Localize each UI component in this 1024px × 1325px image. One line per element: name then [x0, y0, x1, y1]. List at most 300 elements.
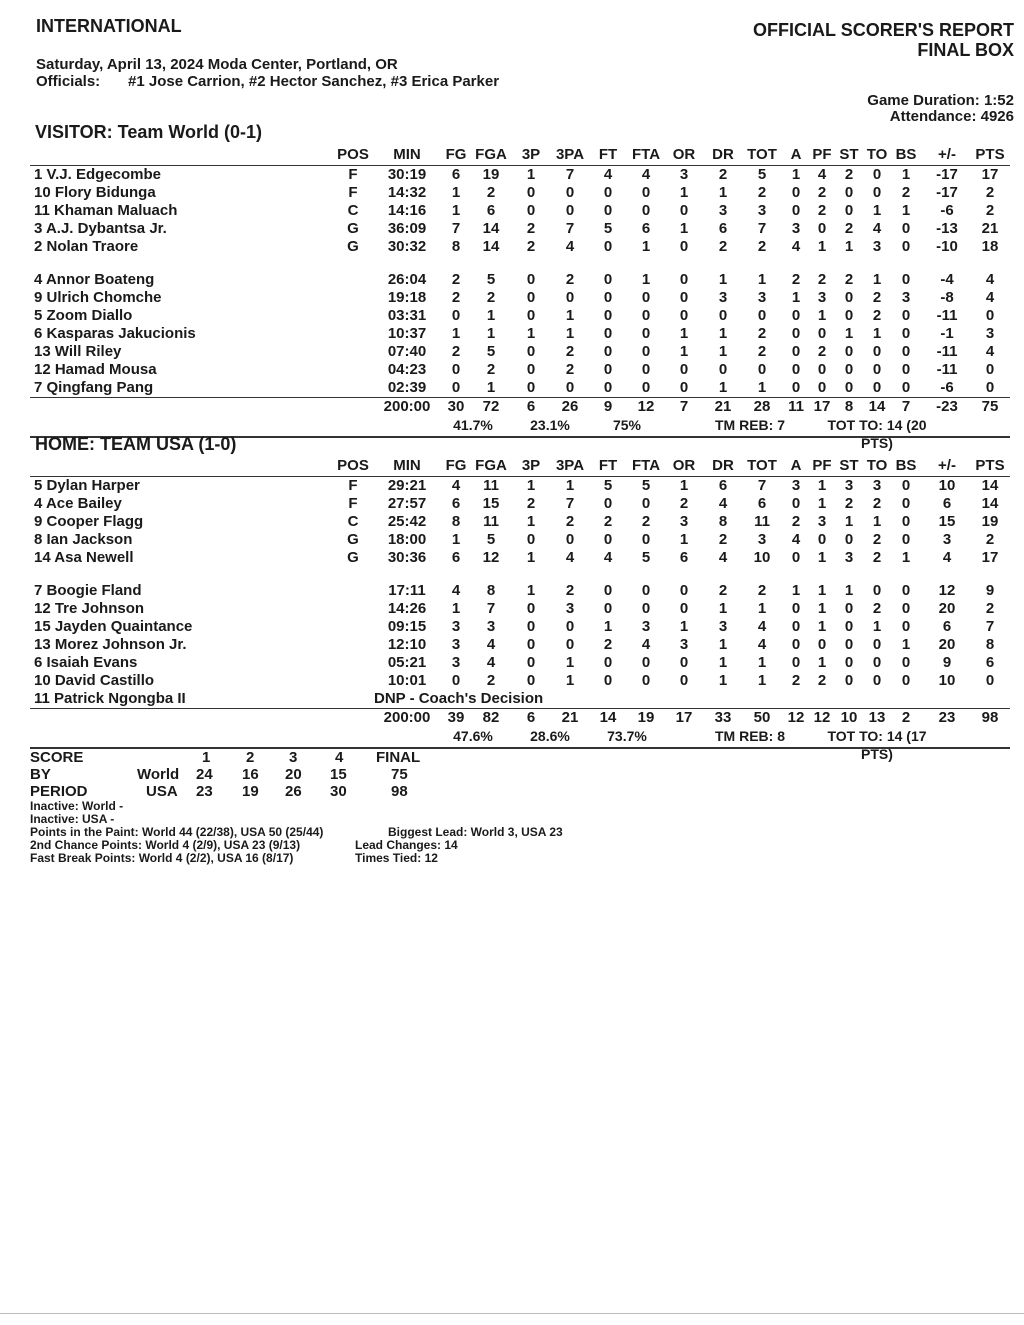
player-row — [30, 513, 1010, 531]
stat-cell: 26:04 — [387, 271, 427, 288]
stat-cell: 04:23 — [387, 361, 427, 378]
total-cell: 14 — [599, 709, 617, 726]
stat-cell: 1 — [718, 343, 728, 360]
officials-names: #1 Jose Carrion, #2 Hector Sanchez, #3 Erica Parker — [128, 73, 500, 90]
stat-cell: 11 — [483, 477, 499, 494]
stat-cell: C — [347, 202, 359, 219]
stat-cell: 1 — [817, 307, 827, 324]
player-row — [30, 166, 1010, 184]
stat-cell: 1 — [565, 325, 575, 342]
stat-cell: 18 — [981, 238, 999, 255]
stat-cell: G — [347, 531, 359, 548]
stat-cell: 0 — [565, 289, 575, 306]
total-cell: 50 — [753, 709, 771, 726]
stat-cell: 12 — [482, 549, 500, 566]
stat-cell: 0 — [641, 361, 651, 378]
player-name: 5 Dylan Harper — [34, 477, 140, 494]
stat-cell: 2 — [565, 582, 575, 599]
stat-cell: 3 — [565, 600, 575, 617]
player-name: 8 Ian Jackson — [34, 531, 133, 548]
column-header: FTA — [631, 146, 661, 163]
stat-cell: 2 — [872, 600, 882, 617]
stat-cell: 3 — [451, 636, 461, 653]
player-name: 11 Khaman Maluach — [34, 202, 178, 219]
total-cell: 17 — [813, 398, 831, 415]
stat-cell: 6 — [942, 495, 952, 512]
stat-cell: 10 — [938, 477, 956, 494]
officials — [36, 73, 499, 90]
stat-cell: 0 — [451, 361, 461, 378]
stat-cell: 1 — [791, 289, 801, 306]
column-header: TOT — [747, 457, 777, 474]
stat-cell: 0 — [603, 202, 613, 219]
stat-cell: 2 — [565, 271, 575, 288]
stat-cell: 02:39 — [387, 379, 427, 396]
stat-cell: 2 — [844, 495, 854, 512]
stat-cell: 1 — [757, 654, 767, 671]
stat-cell: 6 — [718, 220, 728, 237]
stat-cell: 17:11 — [388, 582, 426, 599]
stat-cell: 1 — [757, 379, 767, 396]
stat-cell: 0 — [901, 600, 911, 617]
stat-cell: 0 — [817, 361, 827, 378]
stat-cell: 6 — [757, 495, 767, 512]
total-cell: 10 — [840, 709, 858, 726]
column-header: FT — [598, 146, 618, 163]
stat-cell: 0 — [603, 672, 613, 689]
stat-cell: 0 — [565, 618, 575, 635]
stat-cell: G — [347, 549, 359, 566]
stat-cell: 0 — [872, 361, 882, 378]
stat-cell: 0 — [526, 531, 536, 548]
stat-cell: 1 — [526, 549, 536, 566]
stat-cell: 1 — [791, 166, 801, 183]
stat-cell: 2 — [791, 513, 801, 530]
period-score: 15 — [330, 766, 347, 783]
stat-cell: 14:16 — [387, 202, 427, 219]
stat-cell: 1 — [718, 600, 728, 617]
stat-cell: 2 — [679, 495, 689, 512]
stat-cell: 4 — [718, 495, 728, 512]
stat-cell: 2 — [872, 307, 882, 324]
stat-cell: 0 — [985, 672, 995, 689]
fg-percentage: 47.6% — [453, 728, 493, 744]
stat-cell: 0 — [451, 379, 461, 396]
stat-cell: 1 — [901, 549, 911, 566]
period-score: 23 — [196, 783, 213, 800]
stat-cell: 14 — [482, 238, 500, 255]
stat-cell: 1 — [817, 600, 827, 617]
stat-cell: 3 — [791, 477, 801, 494]
fast-break-points: Fast Break Points: World 4 (2/2), USA 16 (8/17) — [30, 851, 294, 865]
stat-cell: 7 — [451, 220, 461, 237]
stat-cell: 2 — [641, 513, 651, 530]
stat-cell: 0 — [526, 271, 536, 288]
total-cell: 7 — [901, 398, 911, 415]
stat-cell: 0 — [901, 495, 911, 512]
column-header: 3P — [521, 457, 541, 474]
stat-cell: 7 — [565, 166, 575, 183]
column-header: OR — [672, 457, 696, 474]
stat-cell: 0 — [901, 477, 911, 494]
player-row — [30, 184, 1010, 202]
stat-cell: 0 — [901, 513, 911, 530]
stat-cell: -8 — [940, 289, 954, 306]
stat-cell: 6 — [451, 166, 461, 183]
stat-cell: 5 — [641, 549, 651, 566]
column-header: BS — [895, 457, 917, 474]
stat-cell: 09:15 — [387, 618, 427, 635]
stat-cell: 0 — [791, 495, 801, 512]
stat-cell: 3 — [901, 289, 911, 306]
stat-cell: 0 — [817, 636, 827, 653]
total-cell: 2 — [901, 709, 911, 726]
period-1-label: 1 — [202, 749, 211, 766]
fg-percentage: 41.7% — [453, 417, 493, 433]
stat-cell: 4 — [641, 166, 651, 183]
total-cell: 13 — [868, 709, 886, 726]
stat-cell: 2 — [486, 289, 496, 306]
total-cell: 28 — [753, 398, 771, 415]
stat-cell: 2 — [718, 531, 728, 548]
stat-cell: 2 — [757, 238, 767, 255]
stat-cell: 2 — [757, 582, 767, 599]
stat-cell: 6 — [985, 654, 995, 671]
stat-cell: 1 — [679, 531, 689, 548]
stat-cell: 6 — [679, 549, 689, 566]
stat-cell: 14:32 — [387, 184, 427, 201]
stat-cell: 6 — [942, 618, 952, 635]
stat-cell: 30:32 — [387, 238, 427, 255]
stat-cell: 0 — [844, 531, 854, 548]
stat-cell: 8 — [486, 582, 496, 599]
stat-cell: -4 — [940, 271, 954, 288]
stat-cell: 0 — [985, 307, 995, 324]
total-cell: 14 — [868, 398, 886, 415]
stat-cell: 0 — [901, 343, 911, 360]
stat-cell: 0 — [603, 238, 613, 255]
player-row — [30, 531, 1010, 549]
stat-cell: 0 — [565, 636, 575, 653]
stat-cell: 1 — [679, 184, 689, 201]
stat-cell: 2 — [817, 343, 827, 360]
player-name: 14 Asa Newell — [34, 549, 134, 566]
stat-cell: 2 — [791, 672, 801, 689]
stat-cell: 0 — [679, 289, 689, 306]
stat-cell: 0 — [817, 379, 827, 396]
stat-cell: 0 — [641, 582, 651, 599]
total-cell: 75 — [981, 398, 999, 415]
stat-cell: 20 — [938, 600, 956, 617]
player-row — [30, 271, 1010, 289]
team-rebounds: TM REB: 8 — [715, 728, 785, 744]
stat-cell: 5 — [486, 271, 496, 288]
stat-cell: 6 — [451, 495, 461, 512]
column-header: PF — [812, 457, 832, 474]
stat-cell: 29:21 — [387, 477, 427, 494]
biggest-lead: Biggest Lead: World 3, USA 23 — [388, 825, 563, 839]
stat-cell: 0 — [565, 531, 575, 548]
stat-cell: F — [348, 477, 358, 494]
stat-cell: F — [348, 495, 358, 512]
stat-cell: 2 — [486, 361, 496, 378]
total-cell: 6 — [526, 398, 536, 415]
stat-cell: 5 — [603, 477, 613, 494]
stat-cell: 6 — [486, 202, 496, 219]
player-name: 10 Flory Bidunga — [34, 184, 156, 201]
column-header: FG — [445, 457, 467, 474]
final-label: FINAL — [376, 749, 421, 766]
player-name: 6 Kasparas Jakucionis — [34, 325, 196, 342]
stat-cell: 0 — [526, 184, 536, 201]
stat-cell: 2 — [757, 343, 767, 360]
stat-cell: 14:26 — [387, 600, 427, 617]
stat-cell: 0 — [791, 600, 801, 617]
stat-cell: 0 — [872, 636, 882, 653]
stat-cell: 1 — [844, 513, 854, 530]
column-header: 3PA — [555, 146, 585, 163]
stat-cell: F — [348, 184, 358, 201]
stat-cell: 0 — [526, 600, 536, 617]
stat-cell: 27:57 — [387, 495, 427, 512]
player-name: 10 David Castillo — [34, 672, 155, 689]
home-team-title: HOME: TEAM USA (1-0) — [35, 434, 237, 454]
column-header: TO — [866, 457, 888, 474]
stat-cell: 1 — [901, 636, 911, 653]
stat-cell: 0 — [603, 343, 613, 360]
page-footer-line — [0, 1313, 1024, 1314]
total-cell: 39 — [447, 709, 465, 726]
stat-cell: 2 — [565, 343, 575, 360]
total-cell: 9 — [603, 398, 613, 415]
stat-cell: 0 — [451, 307, 461, 324]
game-duration: Game Duration: 1:52 — [867, 92, 1014, 109]
stat-cell: 5 — [486, 531, 496, 548]
stat-cell: -11 — [936, 343, 958, 360]
stat-cell: 1 — [817, 654, 827, 671]
stat-cell: 0 — [718, 361, 728, 378]
player-row — [30, 636, 1010, 654]
dnp-reason: DNP - Coach's Decision — [374, 690, 544, 707]
stat-cell: 3 — [486, 618, 496, 635]
player-row — [30, 289, 1010, 307]
stat-cell: 2 — [872, 549, 882, 566]
final-score: 75 — [391, 766, 408, 783]
times-tied: Times Tied: 12 — [355, 851, 438, 865]
stat-cell: 1 — [757, 600, 767, 617]
stat-cell: 0 — [901, 307, 911, 324]
player-row — [30, 325, 1010, 343]
stat-cell: 3 — [451, 654, 461, 671]
stat-cell: G — [347, 238, 359, 255]
total-cell: 33 — [714, 709, 732, 726]
stat-cell: 0 — [901, 220, 911, 237]
stat-cell: 7 — [486, 600, 496, 617]
stat-cell: 3 — [641, 618, 651, 635]
period-score: 20 — [285, 766, 302, 783]
column-header: A — [790, 457, 802, 474]
stat-cell: 30:36 — [387, 549, 427, 566]
total-cell: 200:00 — [383, 398, 431, 415]
stat-cell: 07:40 — [387, 343, 427, 360]
player-row — [30, 618, 1010, 636]
report-title: OFFICIAL SCORER'S REPORT — [753, 20, 1014, 40]
stat-cell: 4 — [565, 238, 575, 255]
stat-cell: C — [347, 513, 359, 530]
stat-cell: 19:18 — [387, 289, 427, 306]
player-name: 7 Qingfang Pang — [34, 379, 154, 396]
stat-cell: 4 — [718, 549, 728, 566]
stat-cell: 0 — [791, 379, 801, 396]
stat-cell: 6 — [641, 220, 651, 237]
column-header: DR — [712, 457, 734, 474]
stat-cell: 1 — [901, 166, 911, 183]
player-name: 9 Ulrich Chomche — [34, 289, 162, 306]
stat-cell: 0 — [844, 343, 854, 360]
stat-cell: 0 — [603, 271, 613, 288]
column-header: A — [790, 146, 802, 163]
stat-cell: 0 — [791, 202, 801, 219]
period-score: 16 — [242, 766, 259, 783]
player-name: 7 Boogie Fland — [34, 582, 142, 599]
stat-cell: 11 — [754, 513, 770, 530]
stat-cell: 3 — [844, 477, 854, 494]
player-row — [30, 477, 1010, 495]
points-in-paint: Points in the Paint: World 44 (22/38), USA 50 (25/44) — [30, 825, 324, 839]
stat-cell: 1 — [641, 238, 651, 255]
stat-cell: 2 — [985, 202, 995, 219]
stat-cell: 0 — [844, 654, 854, 671]
stat-cell: 5 — [603, 220, 613, 237]
stat-cell: 2 — [451, 271, 461, 288]
player-row — [30, 672, 1010, 690]
organization-name: INTERNATIONAL — [36, 16, 182, 36]
stat-cell: 2 — [901, 184, 911, 201]
stat-cell: 0 — [679, 202, 689, 219]
stat-cell: 2 — [486, 184, 496, 201]
stat-cell: 3 — [679, 513, 689, 530]
stat-cell: 4 — [757, 636, 767, 653]
stat-cell: 6 — [718, 477, 728, 494]
stat-cell: 17 — [981, 549, 999, 566]
stat-cell: 0 — [901, 271, 911, 288]
stat-cell: 15 — [938, 513, 956, 530]
stat-cell: 2 — [985, 600, 995, 617]
column-header: MIN — [393, 457, 421, 474]
stat-cell: 3 — [718, 618, 728, 635]
column-header: BS — [895, 146, 917, 163]
stat-cell: 3 — [817, 289, 827, 306]
stat-cell: 1 — [817, 238, 827, 255]
total-cell: 12 — [813, 709, 831, 726]
stat-cell: 0 — [791, 636, 801, 653]
total-turnovers: TOT TO: 14 (20 PTS) — [827, 417, 927, 451]
player-name: 13 Will Riley — [34, 343, 122, 360]
stat-cell: 25:42 — [387, 513, 427, 530]
stat-cell: 3 — [757, 289, 767, 306]
stat-cell: 1 — [526, 513, 536, 530]
stat-cell: 0 — [844, 600, 854, 617]
stat-cell: 3 — [757, 531, 767, 548]
final-score: 98 — [391, 783, 408, 800]
stat-cell: 3 — [679, 166, 689, 183]
stat-cell: 12 — [938, 582, 956, 599]
stat-cell: 2 — [565, 361, 575, 378]
stat-cell: 3 — [757, 202, 767, 219]
stat-cell: 1 — [565, 477, 575, 494]
stat-cell: 0 — [679, 307, 689, 324]
inactive-usa: Inactive: USA - — [30, 812, 115, 826]
stat-cell: 0 — [791, 307, 801, 324]
stat-cell: 1 — [718, 379, 728, 396]
team-rebounds: TM REB: 7 — [715, 417, 785, 433]
stat-cell: 1 — [872, 202, 882, 219]
stat-cell: 2 — [757, 184, 767, 201]
stat-cell: 0 — [718, 307, 728, 324]
stat-cell: 1 — [565, 672, 575, 689]
stat-cell: 1 — [679, 618, 689, 635]
ft-percentage: 73.7% — [607, 728, 647, 744]
total-cell: 30 — [447, 398, 465, 415]
stat-cell: 0 — [526, 343, 536, 360]
officials-label: Officials: — [36, 73, 101, 90]
column-header: 3PA — [555, 457, 585, 474]
stat-cell: 4 — [641, 636, 651, 653]
stat-cell: 10 — [938, 672, 956, 689]
player-name: 12 Hamad Mousa — [34, 361, 157, 378]
stat-cell: 2 — [985, 184, 995, 201]
player-name: 15 Jayden Quaintance — [34, 618, 193, 635]
stat-cell: 0 — [901, 618, 911, 635]
stat-cell: 4 — [817, 166, 827, 183]
stat-cell: 20 — [938, 636, 956, 653]
total-cell: 26 — [561, 398, 579, 415]
total-cell: 12 — [787, 709, 805, 726]
stat-cell: 0 — [565, 379, 575, 396]
stat-cell: 1 — [526, 325, 536, 342]
stat-cell: 0 — [985, 379, 995, 396]
stat-cell: 0 — [872, 654, 882, 671]
stat-cell: 0 — [526, 289, 536, 306]
second-chance-points: 2nd Chance Points: World 4 (2/9), USA 23 (9/13) — [30, 838, 301, 852]
visitor-team-title: VISITOR: Team World (0-1) — [35, 122, 263, 142]
column-header: TO — [866, 146, 888, 163]
period-score: 24 — [196, 766, 213, 783]
stat-cell: 8 — [451, 513, 461, 530]
stat-cell: 2 — [603, 513, 613, 530]
column-header: PTS — [975, 146, 1005, 163]
stat-cell: -17 — [936, 184, 958, 201]
stat-cell: 0 — [603, 654, 613, 671]
stat-cell: 1 — [565, 654, 575, 671]
stat-cell: 2 — [817, 184, 827, 201]
stat-cell: 2 — [817, 672, 827, 689]
stat-cell: 1 — [718, 271, 728, 288]
stat-cell: 0 — [641, 495, 651, 512]
stat-cell: 0 — [901, 325, 911, 342]
total-turnovers: TOT TO: 14 (17 PTS) — [827, 728, 927, 762]
total-cell: 98 — [981, 709, 999, 726]
stat-cell: 15 — [482, 495, 500, 512]
stat-cell: 4 — [451, 477, 461, 494]
stat-cell: 0 — [641, 654, 651, 671]
stat-cell: -1 — [940, 325, 954, 342]
stat-cell: 5 — [486, 343, 496, 360]
stat-cell: 1 — [526, 166, 536, 183]
stat-cell: 2 — [757, 325, 767, 342]
stat-cell: -17 — [936, 166, 958, 183]
stat-cell: 1 — [718, 654, 728, 671]
